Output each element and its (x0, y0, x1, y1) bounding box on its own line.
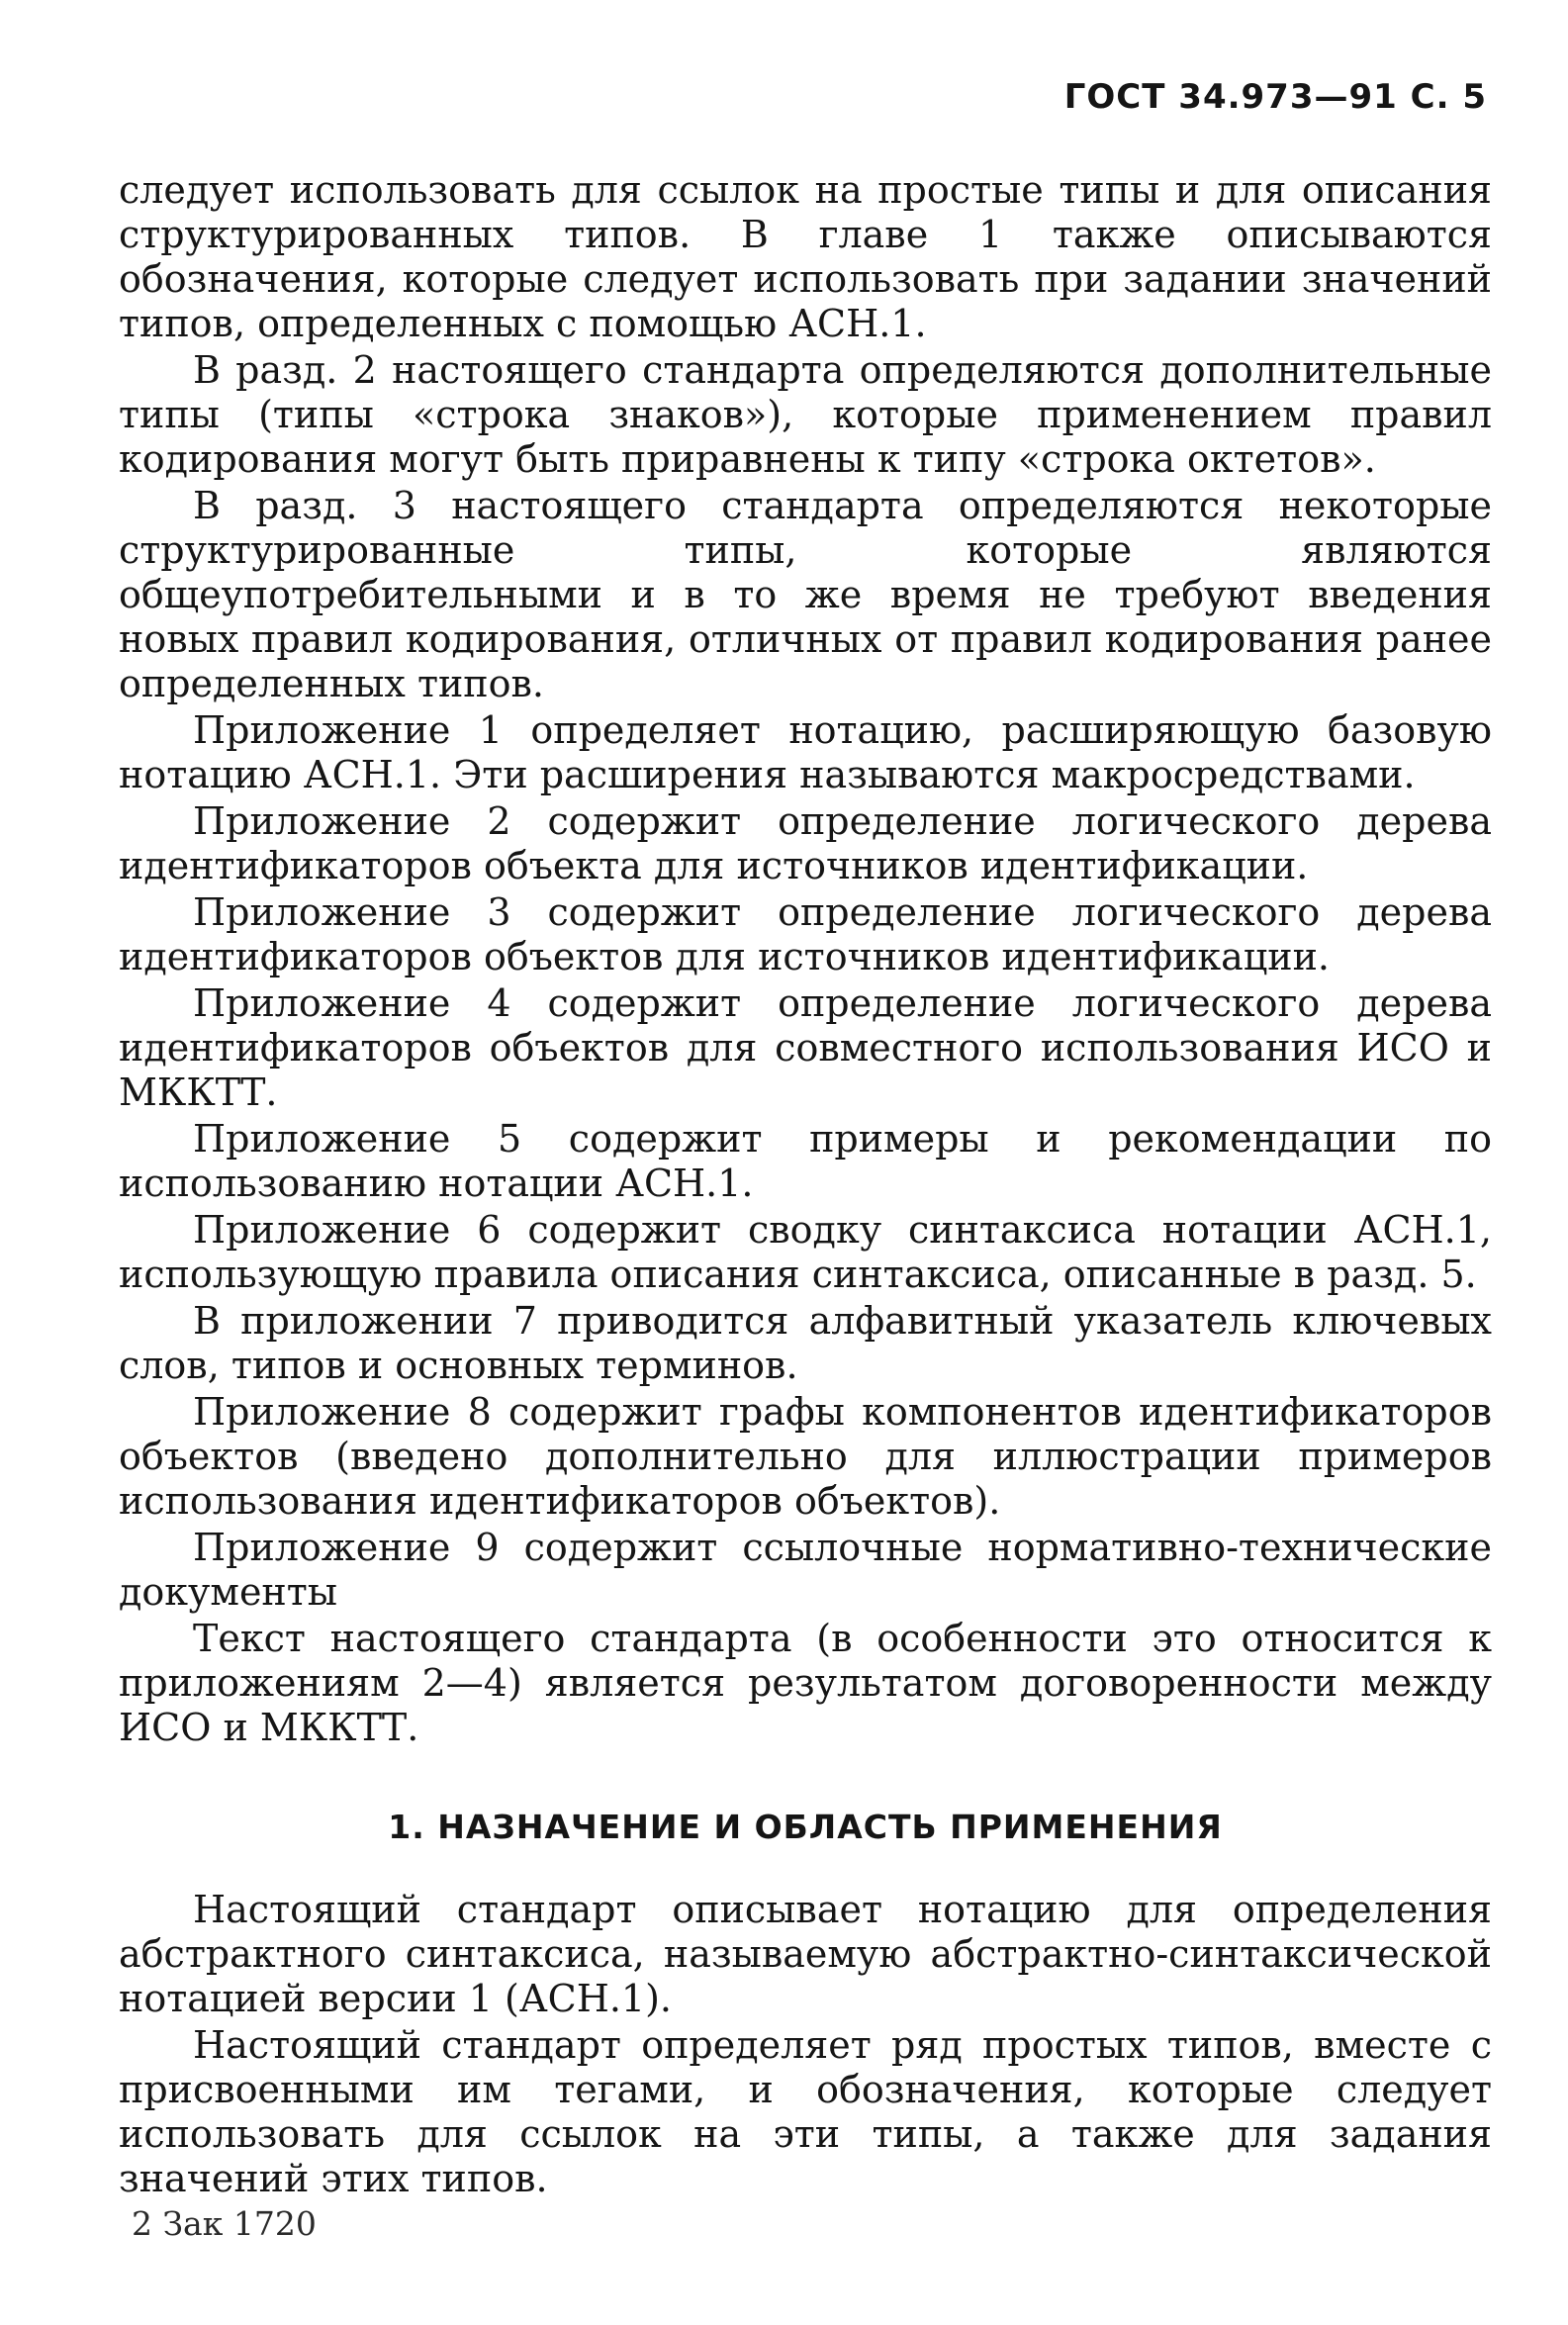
body-text (119, 168, 1492, 2203)
section-heading: 1. НАЗНАЧЕНИЕ И ОБЛАСТЬ ПРИМЕНЕНИЯ (388, 1808, 1223, 1846)
paragraph-appendix-2: Приложение 2 содержит определение логического дерева идентификаторов объекта для источников идентификации. (119, 799, 1492, 887)
paragraph-appendix-8: Приложение 8 содержит графы компонентов идентификаторов объектов (введено дополнительно для иллюстрации примеров использования идентификаторов объектов). (119, 1390, 1492, 1523)
paragraph-appendix-9: Приложение 9 содержит ссылочные нормативно-технические документы (119, 1526, 1492, 1614)
paragraph-appendix-5: Приложение 5 содержит примеры и рекомендации по использованию нотации АСН.1. (119, 1117, 1492, 1205)
paragraph-section-2: В разд. 2 настоящего стандарта определяются дополнительные типы (типы «строка знаков»), которые применением правил кодирования могут быть приравнены к типу «строка октетов». (119, 348, 1492, 481)
paragraph-appendix-6: Приложение 6 содержит сводку синтаксиса нотации АСН.1, использующую правила описания синтаксиса, описанные в разд. 5. (119, 1208, 1492, 1296)
paragraph-agreement: Текст настоящего стандарта (в особенности это относится к приложениям 2—4) является результатом договоренности между ИСО и МККТТ. (119, 1617, 1492, 1749)
paragraph-scope: Настоящий стандарт определяет ряд простых типов, вместе с присвоенными им тегами, и обозначения, которые следует использовать для ссылок на эти типы, а также для задания значений этих типов. (119, 2023, 1492, 2200)
paragraph-appendix-7: В приложении 7 приводится алфавитный указатель ключевых слов, типов и основных терминов. (119, 1299, 1492, 1387)
paragraph-continuation: следует использовать для ссылок на простые типы и для описания структурированных типов. В главе 1 также описываются обозначения, которые следует использовать при задании значений типов, определенных с помощью АСН.1. (119, 168, 1492, 345)
paragraph-purpose: Настоящий стандарт описывает нотацию для определения абстрактного синтаксиса, называемую абстрактно-синтаксической нотацией версии 1 (АСН.1). (119, 1888, 1492, 2020)
paragraph-appendix-4: Приложение 4 содержит определение логического дерева идентификаторов объектов для совместного использования ИСО и МККТТ. (119, 981, 1492, 1114)
print-order-note: 2 Зак 1720 (132, 2204, 317, 2243)
paragraph-section-3: В разд. 3 настоящего стандарта определяются некоторые структурированные типы, которые являются общеупотребительными и в то же время не требуют введения новых правил кодирования, отличных от правил кодирования ранее определенных типов. (119, 484, 1492, 705)
paragraph-appendix-1: Приложение 1 определяет нотацию, расширяющую базовую нотацию АСН.1. Эти расширения называются макросредствами. (119, 708, 1492, 796)
running-head: ГОСТ 34.973—91 С. 5 (1063, 77, 1487, 117)
paragraph-appendix-3: Приложение 3 содержит определение логического дерева идентификаторов объектов для источников идентификации. (119, 890, 1492, 978)
